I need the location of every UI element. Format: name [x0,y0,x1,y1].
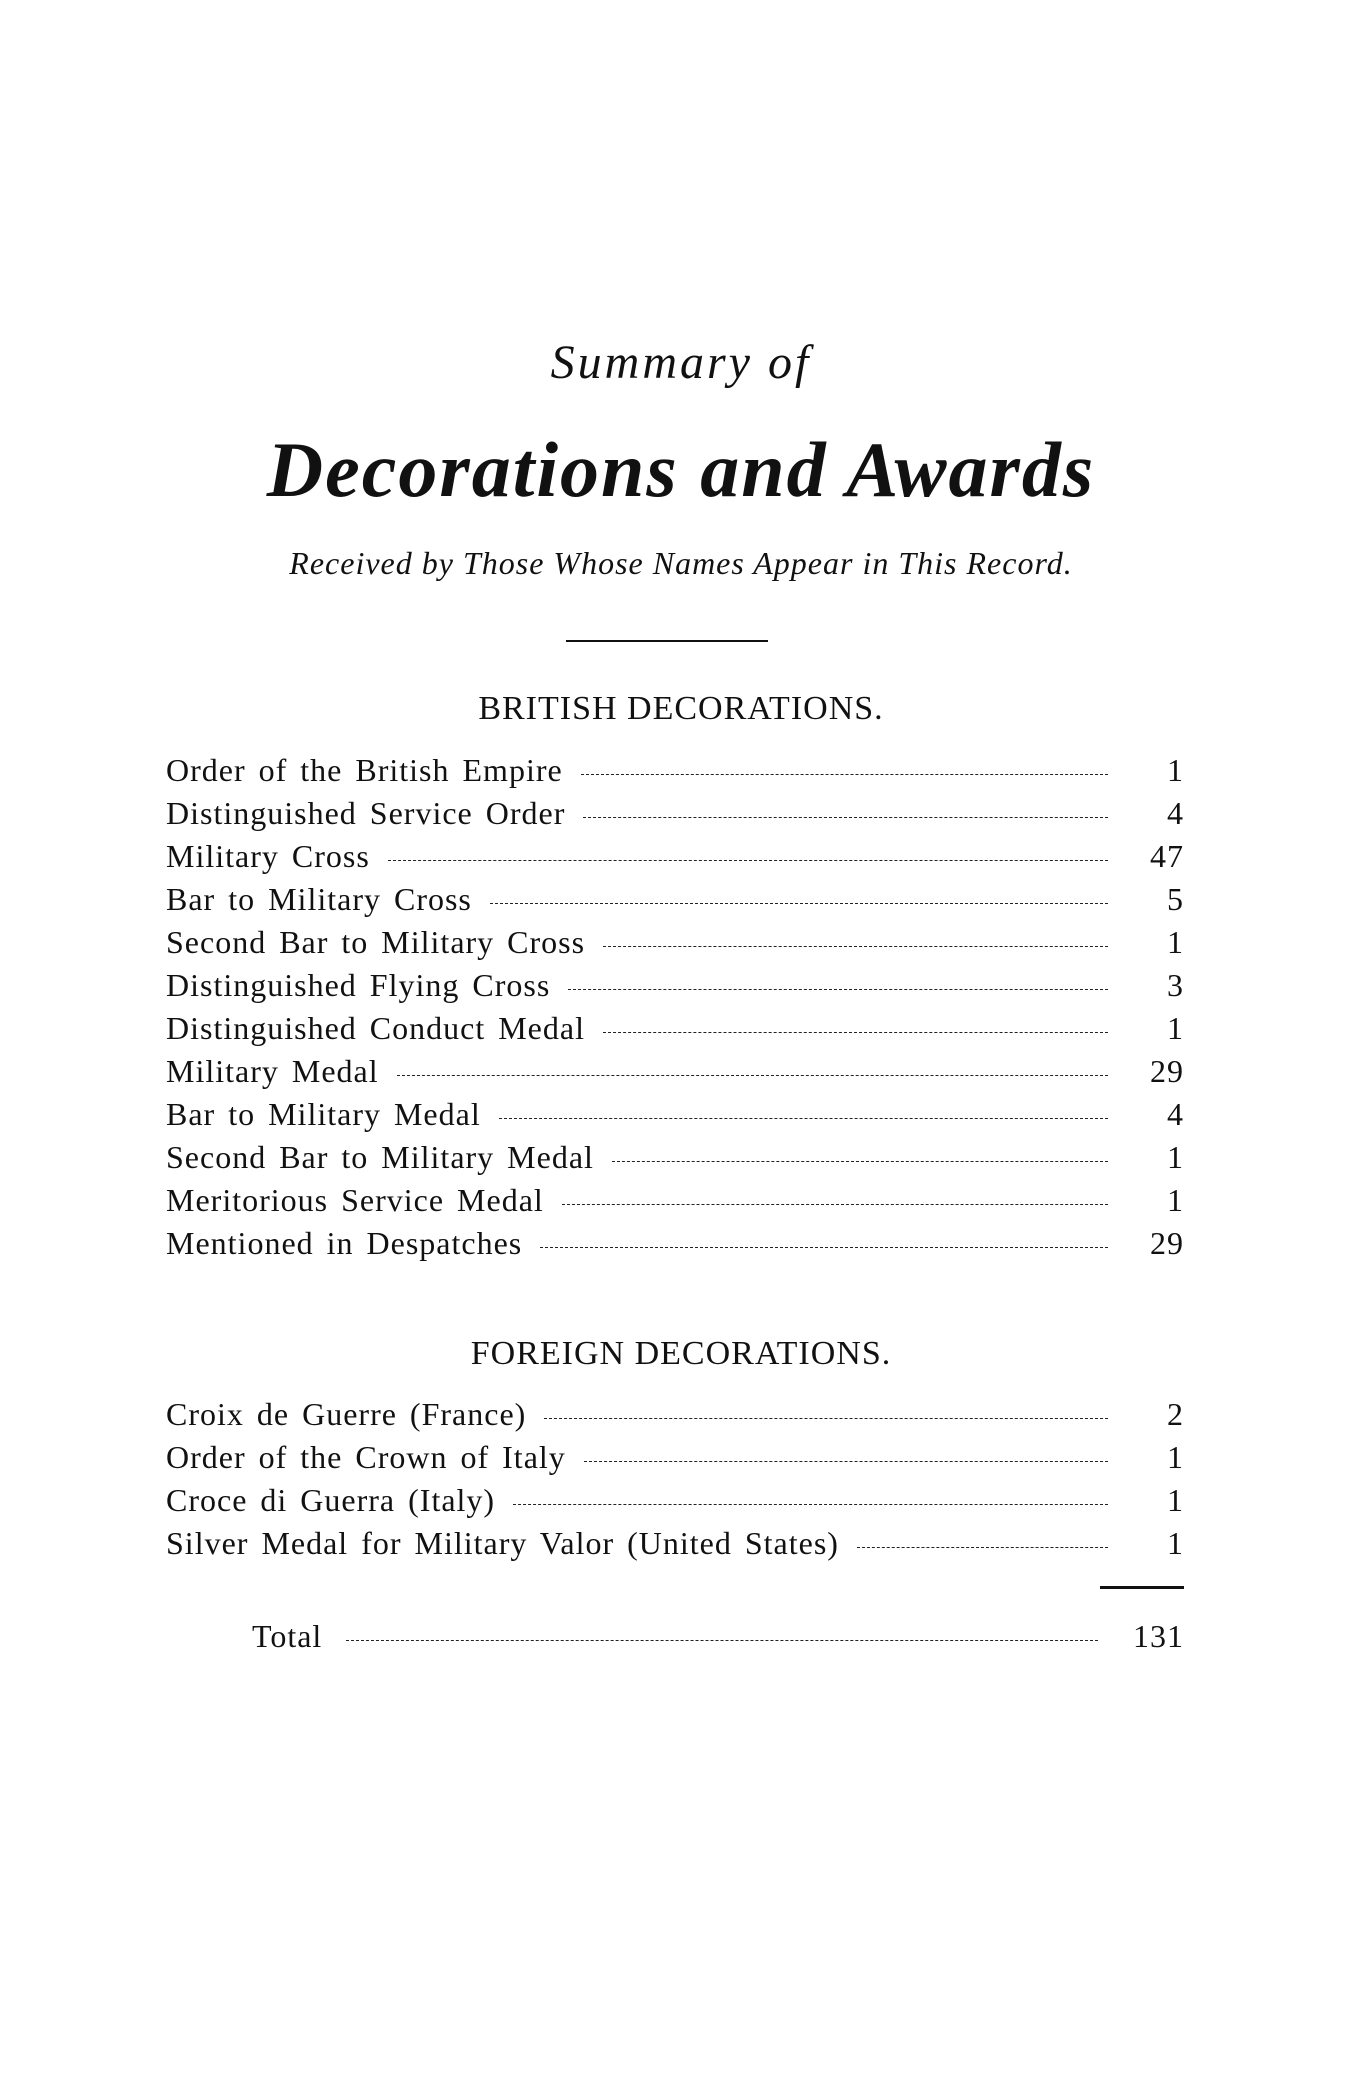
decoration-label: Distinguished Flying Cross [166,967,551,1003]
decoration-label: Military Cross [166,838,370,874]
dotted-leader [603,946,1108,947]
total-label: Total [252,1618,323,1654]
page-subtitle: Received by Those Whose Names Appear in This Record. [289,545,1073,581]
decoration-label: Distinguished Conduct Medal [166,1010,585,1046]
decoration-label: Croce di Guerra (Italy) [166,1482,496,1518]
dotted-leader [346,1640,1098,1641]
decoration-count: 47 [1150,838,1184,874]
list-item [166,1096,1184,1139]
decoration-label: Mentioned in Despatches [166,1225,523,1261]
dotted-leader [603,1032,1108,1033]
dotted-leader [513,1504,1108,1505]
dotted-leader [857,1547,1108,1548]
decoration-label: Second Bar to Military Cross [166,924,586,960]
decoration-label: Military Medal [166,1053,379,1089]
dotted-leader [584,1461,1108,1462]
decoration-label: Bar to Military Medal [166,1096,481,1132]
decoration-count: 4 [1167,1096,1184,1132]
decoration-label: Second Bar to Military Medal [166,1139,594,1175]
preheading: Summary of [550,336,812,389]
list-item [166,795,1184,838]
decoration-count: 1 [1167,1182,1184,1218]
list-item [166,1053,1184,1096]
british-section-heading: BRITISH DECORATIONS. [478,690,884,727]
decoration-count: 29 [1150,1225,1184,1261]
decoration-count: 3 [1167,967,1184,1003]
list-item [166,1396,1184,1439]
decoration-label: Order of the Crown of Italy [166,1439,566,1475]
list-item [166,752,1184,795]
list-item [166,1182,1184,1225]
decoration-count: 5 [1167,881,1184,917]
decoration-count: 1 [1167,1439,1184,1475]
dotted-leader [562,1204,1108,1205]
dotted-leader [388,860,1108,861]
decoration-label: Distinguished Service Order [166,795,566,831]
decoration-label: Meritorious Service Medal [166,1182,544,1218]
dotted-leader [568,989,1108,990]
list-item [166,1482,1184,1525]
total-rule [1100,1586,1184,1589]
decoration-count: 4 [1167,795,1184,831]
british-decorations-list [166,752,1184,1268]
list-item [166,1225,1184,1268]
decoration-count: 1 [1167,924,1184,960]
decoration-label: Croix de Guerre (France) [166,1396,527,1432]
total-row [252,1618,1184,1655]
decoration-count: 1 [1167,1482,1184,1518]
list-item [166,838,1184,881]
decoration-count: 2 [1167,1396,1184,1432]
decoration-count: 1 [1167,1525,1184,1561]
list-item [166,1439,1184,1482]
list-item [166,924,1184,967]
dotted-leader [490,903,1108,904]
dotted-leader [583,817,1108,818]
decoration-count: 1 [1167,752,1184,788]
foreign-decorations-list [166,1396,1184,1568]
dotted-leader [544,1418,1108,1419]
list-item [166,967,1184,1010]
decoration-count: 29 [1150,1053,1184,1089]
foreign-section-heading: FOREIGN DECORATIONS. [470,1335,892,1372]
decoration-count: 1 [1167,1139,1184,1175]
page-title: Decorations and Awards [266,426,1096,513]
dotted-leader [581,774,1108,775]
dotted-leader [540,1247,1108,1248]
decoration-label: Silver Medal for Military Valor (United States) [166,1525,839,1561]
dotted-leader [499,1118,1108,1119]
decoration-count: 1 [1167,1010,1184,1046]
list-item [166,1139,1184,1182]
dotted-leader [612,1161,1108,1162]
dotted-leader [397,1075,1108,1076]
title-divider [566,640,768,642]
decoration-label: Order of the British Empire [166,752,563,788]
total-count: 131 [1133,1618,1184,1654]
list-item [166,1525,1184,1568]
list-item [166,881,1184,924]
list-item [166,1010,1184,1053]
decoration-label: Bar to Military Cross [166,881,472,917]
